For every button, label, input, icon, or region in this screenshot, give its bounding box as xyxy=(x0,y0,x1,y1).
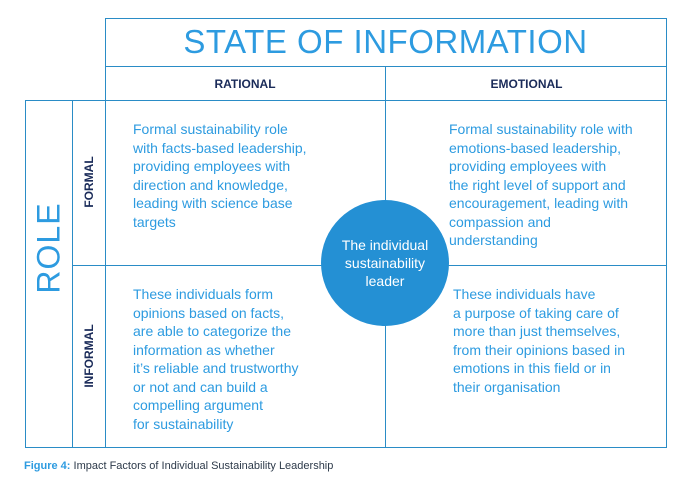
cell-informal-emotional: These individuals have a purpose of taking care of more than just themselves, from their opinions based in emotions in this field or in their organisation xyxy=(453,286,625,395)
row-label-informal: INFORMAL xyxy=(82,324,96,388)
row-axis-label-role: ROLE xyxy=(30,202,67,294)
row-label-column xyxy=(72,100,106,448)
figure-caption xyxy=(24,460,333,472)
cell-formal-rational: Formal sustainability role with facts-based leadership, providing employees with direction and knowledge, leading with science base targets xyxy=(133,121,307,230)
cell-informal-rational: These individuals form opinions based on facts, are able to categorize the information as whether it’s reliable and trustworthy or not and can build a compelling argument for sustainability xyxy=(133,286,299,432)
figure-caption-text: Impact Factors of Individual Sustainability Leadership xyxy=(70,460,334,472)
figure-number: Figure 4: xyxy=(24,460,71,472)
cell-formal-emotional: Formal sustainability role with emotions-based leadership, providing employees with the right level of support and encouragement, leading with compassion and understanding xyxy=(449,121,633,248)
center-circle-leader: The individual sustainability leader xyxy=(321,200,449,326)
diagram-title: STATE OF INFORMATION xyxy=(183,23,588,60)
row-label-formal: FORMAL xyxy=(82,156,96,208)
row-divider-label xyxy=(72,265,106,266)
column-header-rational: RATIONAL xyxy=(214,76,276,91)
column-header-emotional: EMOTIONAL xyxy=(490,76,563,91)
